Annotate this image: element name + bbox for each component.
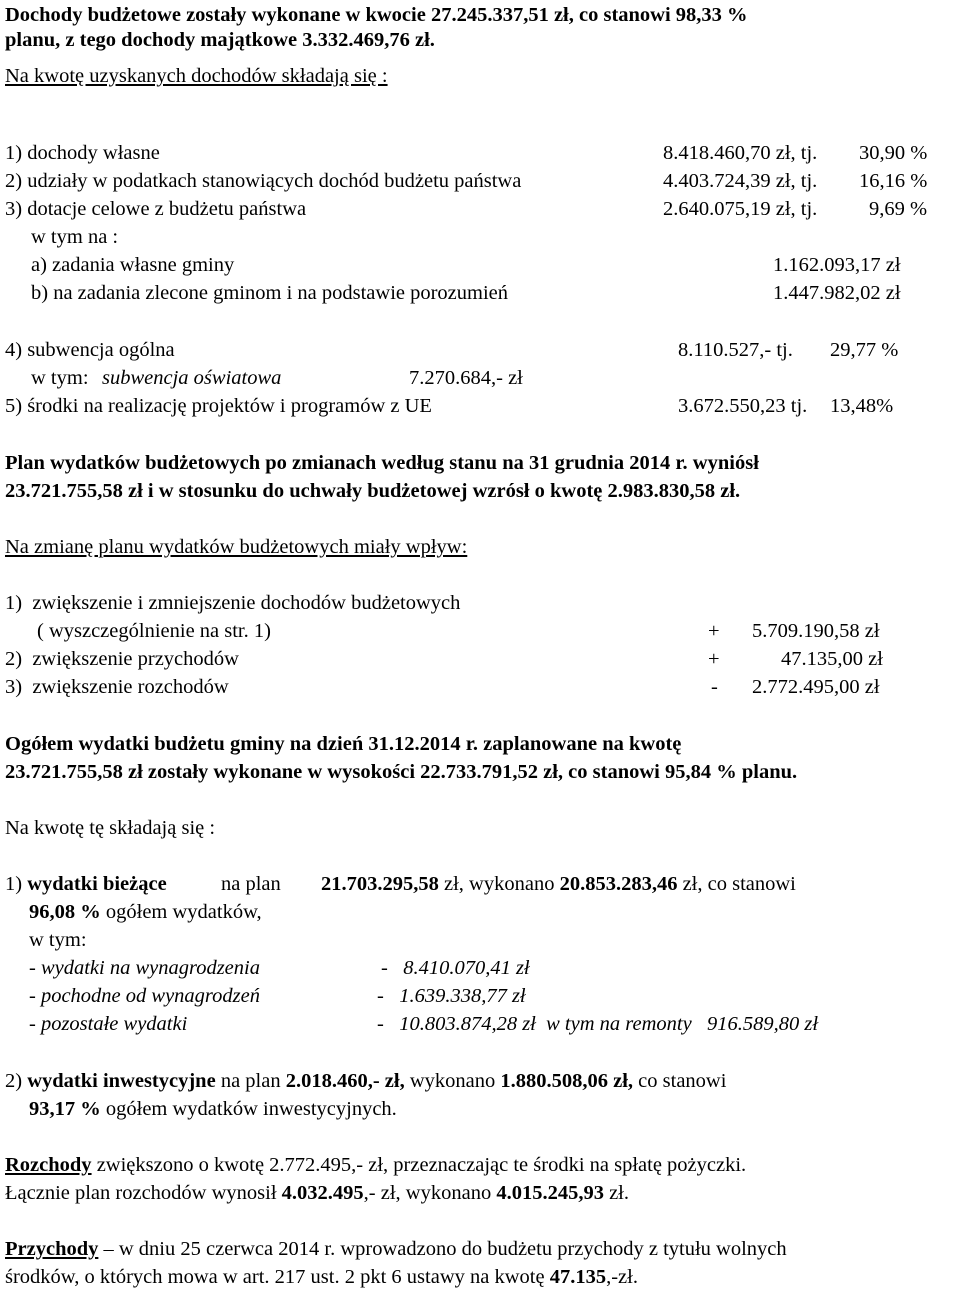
income-item-3a-label: a) zadania własne gminy (31, 254, 235, 276)
income-item-4-sub-amount: 7.270.684,- zł (409, 367, 523, 389)
expense-plan-line-1: Plan wydatków budżetowych po zmianach według stanu na 31 grudnia 2014 r. wyniósł (5, 452, 759, 474)
current-row-1-label: - wydatki na wynagrodzenia (29, 957, 260, 979)
current-row-2-label: - pochodne od wynagrodzeń (29, 985, 260, 1007)
composition-heading: Na kwotę tę składają się : (5, 817, 216, 839)
investment-expenses-plan: 2.018.460,- zł, (285, 1070, 405, 1092)
przychody-title: Przychody (5, 1238, 99, 1260)
income-item-2-pct: 16,16 % (859, 170, 928, 192)
income-item-3b-amount: 1.447.982,02 zł (773, 282, 901, 304)
current-row-3-amount: - 10.803.874,28 zł w tym na remonty 916.589,80 zł (377, 1013, 819, 1035)
current-expenses-plan-value (321, 872, 796, 896)
investment-expenses-tail: co stanowi (638, 1070, 727, 1092)
income-item-2-label: 2) udziały w podatkach stanowiących dochód budżetu państwa (5, 170, 522, 192)
income-item-3-amount: 2.640.075,19 zł, tj. (663, 198, 818, 220)
current-expenses-tail: zł, co stanowi (682, 873, 796, 895)
rozchody-done: 4.015.245,93 (496, 1182, 604, 1204)
intro-line-2: planu, z tego dochody majątkowe 3.332.469,76 zł. (5, 29, 435, 51)
investment-expenses-line-1 (5, 1069, 726, 1093)
total-line-2: 23.721.755,58 zł zostały wykonane w wysokości 22.733.791,52 zł, co stanowi 95,84 % planu. (5, 761, 798, 783)
total-line-1: Ogółem wydatki budżetu gminy na dzień 31.12.2014 r. zaplanowane na kwotę (5, 733, 682, 755)
change-2-sign: + (708, 648, 720, 670)
income-item-5-amount: 3.672.550,23 tj. (678, 395, 808, 417)
investment-expenses-plan-text: na plan (220, 1070, 281, 1092)
current-expenses-line-2 (29, 900, 262, 924)
investment-expenses-done-text: wykonano (409, 1070, 496, 1092)
current-expenses-line-1 (5, 872, 167, 896)
change-3-amount: 2.772.495,00 zł (752, 676, 880, 698)
current-expenses-done-text: zł, wykonano (444, 873, 555, 895)
income-item-4-sub-prefix: w tym: (31, 367, 89, 389)
investment-expenses-done: 1.880.508,06 zł, (500, 1070, 634, 1092)
current-expenses-pct: 96,08 % (29, 901, 101, 923)
rozchody-line-2 (5, 1181, 629, 1205)
current-row-3-label: - pozostałe wydatki (29, 1013, 188, 1035)
przychody-amount: 47.135 (549, 1266, 607, 1288)
current-expenses-done: 20.853.283,46 (559, 873, 678, 895)
przychody-line-2 (5, 1265, 638, 1289)
income-heading: Na kwotę uzyskanych dochodów składają się : (5, 65, 388, 87)
income-item-3-sub: w tym na : (31, 226, 119, 248)
change-1-sign: + (708, 620, 720, 642)
investment-expenses-line-2 (29, 1097, 397, 1121)
change-3-label: 3) zwiększenie rozchodów (5, 676, 229, 698)
current-expenses-sub: w tym: (29, 929, 87, 951)
income-item-1-pct: 30,90 % (859, 142, 928, 164)
current-expenses-title: wydatki bieżące (27, 873, 167, 895)
investment-expenses-title: wydatki inwestycyjne (27, 1070, 216, 1092)
rozchody-tail: zł. (609, 1182, 629, 1204)
rozchody-line-1 (5, 1153, 746, 1177)
current-row-2-amount: - 1.639.338,77 zł (377, 985, 526, 1007)
income-item-2-amount: 4.403.724,39 zł, tj. (663, 170, 818, 192)
przychody-line-1 (5, 1237, 787, 1261)
income-item-3b-label: b) na zadania zlecone gminom i na podstawie porozumień (31, 282, 509, 304)
income-item-5-label: 5) środki na realizację projektów i programów z UE (5, 395, 432, 417)
current-expenses-plan-text: na plan (221, 873, 281, 895)
current-row-1-amount: - 8.410.070,41 zł (381, 957, 530, 979)
change-3-sign: - (711, 676, 718, 698)
income-item-4-sub-label: subwencja oświatowa (102, 367, 282, 389)
rozchody-text: zwiększono o kwotę 2.772.495,- zł, przeznaczając te środki na spłatę pożyczki. (96, 1154, 747, 1176)
income-item-3-pct: 9,69 % (869, 198, 928, 220)
investment-expenses-pct-tail: ogółem wydatków inwestycyjnych. (105, 1098, 397, 1120)
income-item-1-amount: 8.418.460,70 zł, tj. (663, 142, 818, 164)
income-item-5-pct: 13,48% (830, 395, 894, 417)
expense-plan-line-2: 23.721.755,58 zł i w stosunku do uchwały budżetowej wzrósł o kwotę 2.983.830,58 zł. (5, 480, 741, 502)
current-expenses-pct-tail: ogółem wydatków, (105, 901, 262, 923)
przychody-tail: ,-zł. (606, 1266, 638, 1288)
investment-expenses-num: 2) (5, 1070, 28, 1092)
rozchody-title: Rozchody (5, 1154, 92, 1176)
intro-line-1: Dochody budżetowe zostały wykonane w kwocie 27.245.337,51 zł, co stanowi 98,33 % (5, 4, 748, 26)
income-item-4-amount: 8.110.527,- tj. (678, 339, 793, 361)
rozchody-plan-text: Łącznie plan rozchodów wynosił (5, 1182, 277, 1204)
changes-heading: Na zmianę planu wydatków budżetowych miały wpływ: (5, 536, 468, 558)
przychody-line-2-text: środków, o których mowa w art. 217 ust. 2 pkt 6 ustawy na kwotę (5, 1266, 545, 1288)
income-item-4-label: 4) subwencja ogólna (5, 339, 175, 361)
przychody-text: – w dniu 25 czerwca 2014 r. wprowadzono do budżetu przychody z tytułu wolnych (103, 1238, 787, 1260)
change-1-sub: ( wyszczególnienie na str. 1) (37, 620, 271, 642)
income-item-3a-amount: 1.162.093,17 zł (773, 254, 901, 276)
income-item-4-pct: 29,77 % (830, 339, 899, 361)
income-item-1-label: 1) dochody własne (5, 142, 160, 164)
change-2-label: 2) zwiększenie przychodów (5, 648, 239, 670)
change-1-label: 1) zwiększenie i zmniejszenie dochodów budżetowych (5, 592, 461, 614)
rozchody-done-text: ,- zł, wykonano (363, 1182, 492, 1204)
income-item-3-label: 3) dotacje celowe z budżetu państwa (5, 198, 307, 220)
investment-expenses-pct: 93,17 % (29, 1098, 101, 1120)
rozchody-plan: 4.032.495 (281, 1182, 364, 1204)
current-expenses-num: 1) (5, 873, 28, 895)
change-1-amount: 5.709.190,58 zł (752, 620, 880, 642)
change-2-amount: 47.135,00 zł (781, 648, 883, 670)
current-expenses-plan: 21.703.295,58 (321, 873, 439, 895)
